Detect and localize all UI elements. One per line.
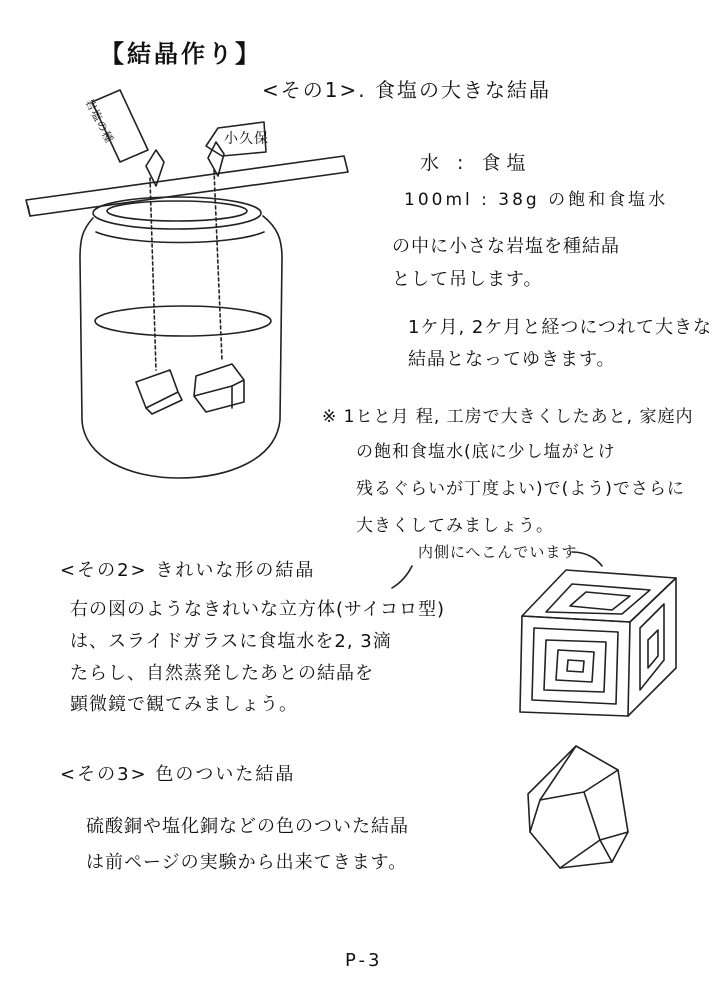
page-number: P-3 [345,950,383,971]
section1-note-line: 大きくしてみましょう。 [356,516,554,536]
section1-note-line: 残るぐらいが丁度よい)で(よう)でさらに [356,479,685,499]
page-title: 【結晶作り】 [100,40,262,68]
section2-heading: <その2> きれいな形の結晶 [60,560,316,581]
section2-text-line: たらし、自然蒸発したあとの結晶を [70,663,374,684]
section2-text-line: 顕微鏡で観てみましょう。 [70,694,298,715]
ratio-line-2: 100ml : 38g の飽和食塩水 [404,190,669,210]
name-tag-label: 小久保 [224,131,269,147]
section3-heading: <その3> 色のついた結晶 [60,764,296,785]
section1-text-line: の中に小さな岩塩を種結晶 [392,236,620,257]
section1-text-line: 1ケ月, 2ケ月と経つにつれて大きな [408,317,712,338]
cube-crystal-illustration [392,552,676,716]
colored-crystal-illustration [528,746,628,868]
section1-note-line: ※ 1ヒと月 程, 工房で大きくしたあと, 家庭内 [322,407,694,427]
section1-text-line: として吊します。 [392,269,543,290]
section1-note-line: の飽和食塩水(底に少し塩がとけ [356,442,616,462]
section1-heading: <その1>. 食塩の大きな結晶 [262,78,551,102]
section2-diagram-note: 内側にへこんでいます [418,543,578,561]
section2-text-line: は、スライドガラスに食塩水を2, 3滴 [70,631,392,652]
section3-text-line: は前ページの実験から出来てきます。 [86,852,408,873]
section2-text-line: 右の図のようなきれいな立方体(サイコロ型) [70,599,446,620]
section3-text-line: 硫酸銅や塩化銅などの色のついた結晶 [86,816,409,837]
section1-text-line: 結晶となってゆきます。 [408,349,616,370]
jar-illustration [26,90,348,478]
seed-crystal-tag-label: 岩塩の種 [82,96,117,146]
ratio-line-1: 水 : 食塩 [420,152,532,174]
